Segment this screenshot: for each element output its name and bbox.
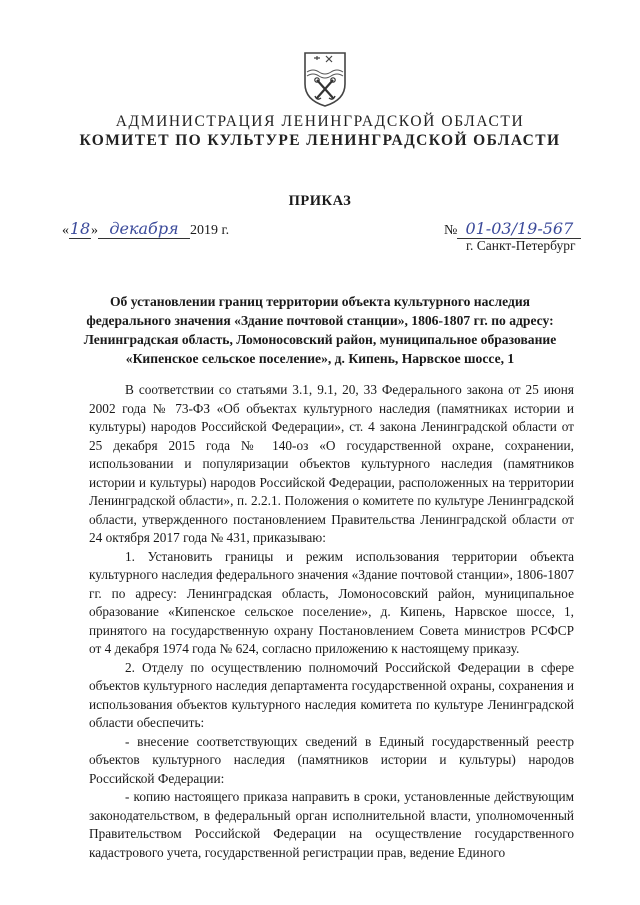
date-close-quote: »: [91, 223, 98, 238]
paragraph: - внесение соответствующих сведений в Единый государственный реестр объектов культурного наследия (памятников истории и культуры) народов Российской Федерации:: [89, 733, 574, 786]
order-body: [89, 381, 574, 862]
paragraph: - копию настоящего приказа направить в сроки, установленные действующим законодательством, в федеральный орган исполнительной власти, уполномоченный Правительством Российской Федерации на осуществление государственного кадастрового учета, государственной регистрации прав, ведение Единого: [89, 789, 574, 860]
paragraph: 1. Установить границы и режим использования территории объекта культурного наследия федерального значения «Здание почтовой станции», 1806-1807 гг. по адресу: Ленинградская область, Ломоносовский район, муниципальное образование «Кипенское сельское поселение», д. Кипень, Нарвское шоссе, 1, принятого на государственную охрану Постановлением Совета министров РСФСР от 4 декабря 1974 года № 624, согласно приложению к настоящему приказу.: [89, 548, 574, 656]
order-date: [62, 219, 229, 239]
committee-header: КОМИТЕТ ПО КУЛЬТУРЕ ЛЕНИНГРАДСКОЙ ОБЛАСТИ: [79, 132, 561, 149]
order-number: [444, 219, 581, 239]
date-open-quote: «: [62, 223, 69, 238]
date-month: декабря: [98, 219, 190, 239]
date-day: 18: [69, 219, 91, 238]
number-value: 01-03/19-567: [457, 219, 581, 239]
paragraph: 2. Отделу по осуществлению полномочий Российской Федерации в сфере объектов культурного наследия департамента государственной охраны, сохранения и использования объектов культурного наследия комитета по культуре Ленинградской области обеспечить:: [89, 659, 574, 730]
number-sign: №: [444, 223, 458, 238]
administration-header: АДМИНИСТРАЦИЯ ЛЕНИНГРАДСКОЙ ОБЛАСТИ: [115, 113, 525, 130]
date-year: 2019 г.: [190, 223, 230, 238]
city: г. Санкт-Петербург: [466, 238, 576, 253]
order-subject: Об установлении границ территории объекта культурного наследия федерального значения «Здание почтовой станции», 1806-1807 гг. по адресу: Ленинградская область, Ломоносовский район, муниципальное образование «Кипенское сельское поселение», д. Кипень, Нарвское шоссе, 1: [83, 294, 557, 366]
order-title: ПРИКАЗ: [288, 193, 352, 209]
paragraph: В соответствии со статьями 3.1, 9.1, 20, 33 Федерального закона от 25 июня 2002 года № 73-ФЗ «Об объектах культурного наследия (памятниках истории и культуры) народов Российской Федерации», ст. 4 закона Ленинградской области от 25 декабря 2015 года № 140-оз «О государственной охране, сохранении, использовании и популяризации объектов культурного наследия (памятников истории и культуры) народов Российской Федерации, расположенных на территории Ленинградской области», п. 2.2.1. Положения о комитете по культуре Ленинградской области, утвержденного постановлением Правительства Ленинградской области от 24 октября 2017 года № 431, приказываю:: [89, 382, 574, 545]
coat-of-arms-icon: [302, 50, 348, 108]
